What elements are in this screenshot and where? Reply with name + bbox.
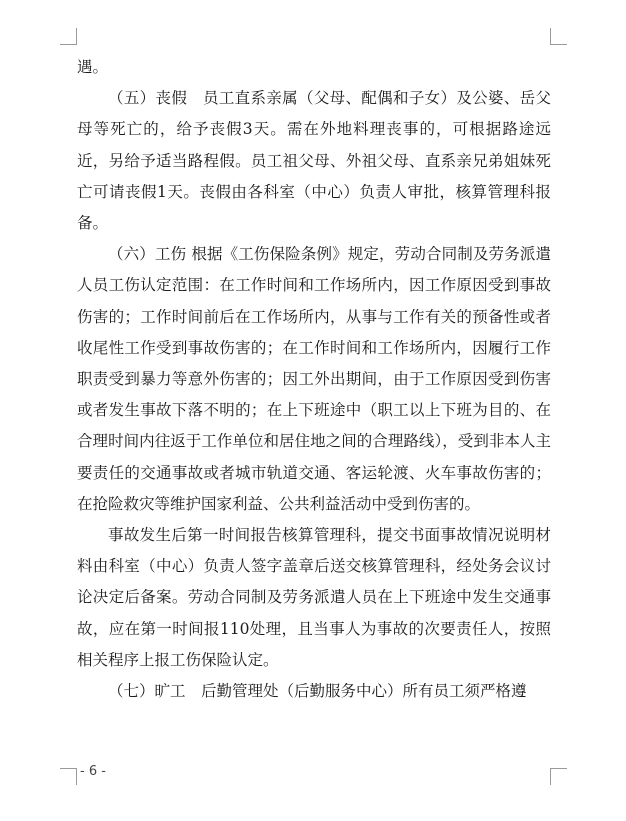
crop-mark-top-right [550,28,567,45]
section-heading-5: （五）丧假 [108,89,188,108]
paragraph-work-injury [77,239,551,520]
section-body-6: 根据《工伤保险条例》规定，劳动合同制及劳务派遣人员工伤认定范围：在工作时间和工作场所内，因工作原因受到事故伤害的；工作时间前后在工作场所内，从事与工作有关的预备性或者收尾性工作受到事故伤害的；在工作时间和工作场所内，因履行工作职责受到暴力等意外伤害的；因工外出期间，由于工作原因受到伤害或者发生事故下落不明的；在上下班途中（职工以上下班为目的、在合理时间内往返于工作单位和居住地之间的合理路线），受到非本人主要责任的交通事故或者城市轨道交通、客运轮渡、火车事故伤害的；在抢险救灾等维护国家利益、公共利益活动中受到伤害的。 [77,245,551,513]
section-body-7: 后勤管理处（后勤服务中心）所有员工须严格遵 [201,682,527,701]
section-heading-7: （七）旷工 [108,682,186,701]
crop-mark-bottom-left [60,768,77,785]
paragraph-bereavement-leave [77,83,551,239]
document-body [77,52,551,707]
crop-mark-top-left [60,28,77,45]
crop-mark-bottom-right [550,768,567,785]
section-body-5: 员工直系亲属（父母、配偶和子女）及公婆、岳父母等死亡的，给予丧假3天。需在外地料理丧事的，可根据路途远近，另给予适当路程假。员工祖父母、外祖父母、直系亲兄弟姐妹死亡可请丧假1天。丧假由各科室（中心）负责人审批，核算管理科报备。 [77,89,551,233]
page-number: - 6 - [80,764,106,779]
paragraph-absenteeism [77,676,551,707]
section-heading-6: （六）工伤 [108,245,187,264]
paragraph-continuation: 遇。 [77,58,109,76]
paragraph-accident-reporting: 事故发生后第一时间报告核算管理科，提交书面事故情况说明材料由科室（中心）负责人签字盖章后送交核算管理科，经处务会议讨论决定后备案。劳动合同制及劳务派遣人员在上下班途中发生交通事故，应在第一时间报110处理，且当事人为事故的次要责任人，按照相关程序上报工伤保险认定。 [77,526,551,669]
